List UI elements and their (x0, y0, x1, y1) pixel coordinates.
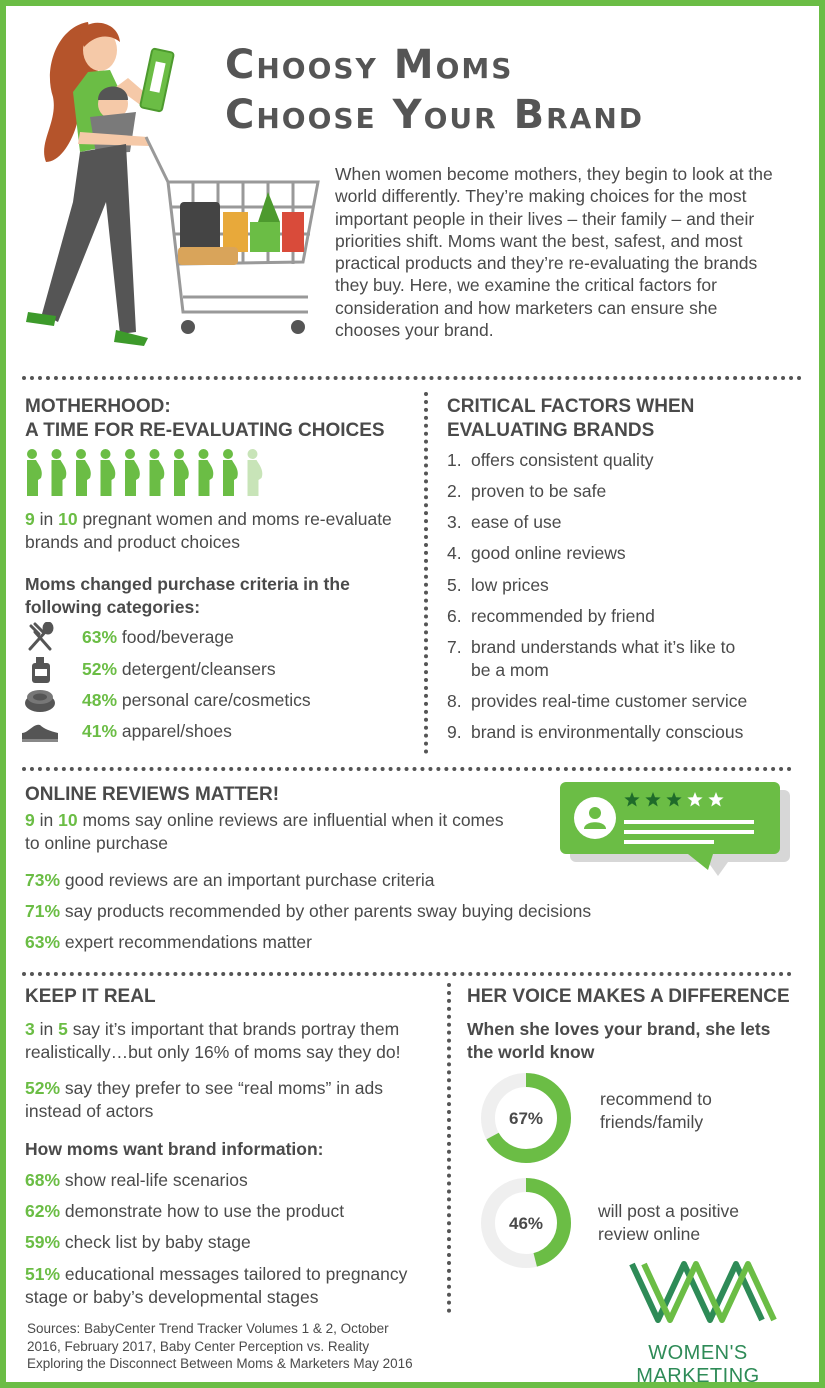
stat-pct: 63% (25, 932, 61, 952)
ring-caption (598, 1200, 739, 1246)
factor-item (447, 721, 743, 744)
stat-text: moms say online reviews are influential when it comes (82, 810, 504, 830)
category-pct: 52% (82, 658, 118, 679)
info-text: show real-life scenarios (64, 1170, 248, 1190)
divider-1 (22, 376, 802, 380)
title-line-2: Choose Your Brand (225, 92, 644, 138)
factor-item (447, 636, 735, 682)
category-row (20, 622, 234, 652)
factor-item (447, 690, 747, 713)
category-row (20, 685, 311, 715)
sources (27, 1320, 413, 1373)
ring-label: 67% (508, 1109, 544, 1128)
factor-num: 9. (447, 722, 462, 742)
detergent-bottle-icon (20, 654, 60, 684)
divider-2 (22, 767, 792, 771)
pregnant-woman-icon-filled (174, 449, 189, 496)
info-text: check list by baby stage (64, 1232, 251, 1252)
stat-text: pregnant women and moms re-evaluate brands and product choices (25, 509, 392, 552)
pregnant-woman-icon-filled (125, 449, 140, 496)
factor-num: 7. (447, 637, 462, 657)
source-line: Exploring the Disconnect Between Moms & Marketers May 2016 (27, 1356, 413, 1371)
ring-caption (600, 1088, 712, 1134)
fork-knife-icon (20, 622, 60, 652)
info-item (25, 1169, 248, 1192)
category-label: personal care/cosmetics (121, 689, 311, 710)
category-label: food/beverage (121, 626, 234, 647)
pregnant-woman-icon-filled (199, 449, 214, 496)
category-pct: 48% (82, 689, 118, 710)
motherhood-heading-line2: A TIME FOR RE-EVALUATING CHOICES (25, 420, 385, 441)
post-review-ring-chart (478, 1175, 574, 1271)
stat-text-cont: instead of actors (25, 1101, 154, 1121)
page-title (225, 40, 644, 140)
stat-in: in (39, 810, 54, 830)
category-row (20, 716, 232, 746)
factor-num: 6. (447, 606, 462, 626)
motherhood-heading-line1: MOTHERHOOD: (25, 396, 171, 417)
stat-number: 9 (25, 810, 35, 830)
factor-num: 4. (447, 543, 462, 563)
factor-item (447, 574, 549, 597)
category-label: detergent/cleansers (121, 658, 276, 679)
pregnant-woman-icon-filled (150, 449, 165, 496)
stat-denominator: 10 (58, 810, 78, 830)
category-pct: 41% (82, 720, 118, 741)
stat-in: in (39, 509, 54, 529)
info-pct: 62% (25, 1201, 61, 1221)
factor-text: ease of use (471, 512, 562, 532)
info-item (25, 1231, 251, 1254)
factor-text: provides real-time customer service (471, 691, 748, 711)
info-pct: 59% (25, 1232, 61, 1252)
factor-text: brand understands what it’s like to (471, 637, 736, 657)
factor-item (447, 542, 626, 565)
ring-caption-line1: recommend to (600, 1089, 712, 1109)
keep-real-heading: KEEP IT REAL (25, 986, 156, 1007)
stat-text: expert recommendations matter (64, 932, 312, 952)
info-heading: How moms want brand information: (25, 1139, 324, 1159)
divider-vertical-1 (424, 392, 428, 754)
voice-heading: HER VOICE MAKES A DIFFERENCE (467, 986, 790, 1007)
stat-number: 9 (25, 509, 35, 529)
review-stat (25, 869, 435, 892)
source-line: 2016, February 2017, Baby Center Perception vs. Reality (27, 1338, 370, 1354)
factor-item (447, 511, 561, 534)
stat-text: say products recommended by other parents sway buying decisions (64, 901, 592, 921)
divider-3 (22, 972, 792, 976)
factor-num: 5. (447, 575, 462, 595)
voice-sub (467, 1018, 770, 1064)
reviews-heading: ONLINE REVIEWS MATTER! (25, 784, 280, 805)
info-text: demonstrate how to use the product (64, 1201, 345, 1221)
categories-heading: Moms changed purchase criteria in the following categories: (25, 574, 350, 617)
info-text-cont: stage or baby’s developmental stages (25, 1287, 319, 1307)
logo-wordmark: WOMEN'S MARKETING (636, 1342, 760, 1387)
factor-item (447, 449, 654, 472)
pregnant-woman-icon-filled (52, 449, 67, 496)
review-stat (25, 900, 591, 923)
keep-real-stat-2 (25, 1077, 445, 1123)
compact-icon (20, 685, 60, 715)
womens-marketing-logo-icon (628, 1258, 778, 1328)
factor-text: offers consistent quality (471, 450, 654, 470)
review-stat (25, 931, 312, 954)
category-pct: 63% (82, 626, 118, 647)
intro-paragraph: When women become mothers, they begin to look at the world differently. They’re making choices for the most important people in their lives – their family – and their priorities shift. Moms want the best, safest, and most practical products and they’re re-evaluating the brands they buy. Here, we examine the critical factors for consideration and how marketers can ensure she chooses your brand. (335, 164, 773, 341)
shoe-icon (20, 716, 60, 746)
stat-denominator: 10 (58, 509, 78, 529)
stat-pct: 52% (25, 1078, 61, 1098)
category-row (20, 654, 276, 684)
critical-heading-line2: EVALUATING BRANDS (447, 420, 655, 441)
stat-text-cont: to online purchase (25, 833, 169, 853)
ring-caption-line2: friends/family (600, 1112, 704, 1132)
factor-text: proven to be safe (471, 481, 607, 501)
recommend-ring-chart (478, 1070, 574, 1166)
stat-text: say they prefer to see “real moms” in ads (64, 1078, 383, 1098)
title-line-1: Choosy Moms (225, 42, 514, 88)
factor-num: 3. (447, 512, 462, 532)
stat-in: in (39, 1019, 54, 1039)
factor-text: brand is environmentally conscious (471, 722, 744, 742)
stat-pct: 71% (25, 901, 61, 921)
factor-text: low prices (471, 575, 549, 595)
stat-denominator: 5 (58, 1019, 68, 1039)
pregnant-woman-icon-filled (27, 449, 42, 496)
stat-text-cont: realistically…but only 16% of moms say they do! (25, 1042, 401, 1062)
stat-text: say it’s important that brands portray them (72, 1019, 400, 1039)
pregnant-women-pictogram (22, 448, 272, 498)
voice-sub-line1: When she loves your brand, she lets (467, 1019, 771, 1039)
info-item (25, 1200, 344, 1223)
factor-text: good online reviews (471, 543, 626, 563)
divider-vertical-2 (447, 983, 451, 1313)
info-text: educational messages tailored to pregnancy (64, 1264, 408, 1284)
info-pct: 51% (25, 1264, 61, 1284)
source-line: Sources: BabyCenter Trend Tracker Volumes 1 & 2, October (27, 1321, 389, 1336)
stat-pct: 73% (25, 870, 61, 890)
factor-text-cont: be a mom (471, 660, 549, 680)
pregnant-woman-icon-filled (76, 449, 91, 496)
ring-caption-line2: review online (598, 1224, 701, 1244)
motherhood-heading (25, 395, 385, 443)
ring-label: 46% (508, 1214, 544, 1233)
info-item (25, 1263, 407, 1309)
factor-num: 8. (447, 691, 462, 711)
pregnant-woman-icon-filled (101, 449, 116, 496)
info-pct: 68% (25, 1170, 61, 1190)
ring-caption-line1: will post a positive (598, 1201, 740, 1221)
reviews-stat (25, 809, 555, 855)
stat-number: 3 (25, 1019, 35, 1039)
factor-item (447, 605, 655, 628)
voice-sub-line2: the world know (467, 1042, 595, 1062)
critical-heading (447, 395, 694, 443)
factor-num: 2. (447, 481, 462, 501)
keep-real-stat-1 (25, 1018, 445, 1064)
critical-heading-line1: CRITICAL FACTORS WHEN (447, 396, 695, 417)
factor-num: 1. (447, 450, 462, 470)
pregnant-woman-icon-filled (223, 449, 238, 496)
pregnant-woman-icon-empty (248, 449, 263, 496)
factor-item (447, 480, 606, 503)
review-bubble-graphic (558, 780, 793, 885)
stat-text: good reviews are an important purchase criteria (64, 870, 435, 890)
motherhood-stat (25, 508, 420, 554)
category-label: apparel/shoes (121, 720, 232, 741)
factor-text: recommended by friend (471, 606, 655, 626)
